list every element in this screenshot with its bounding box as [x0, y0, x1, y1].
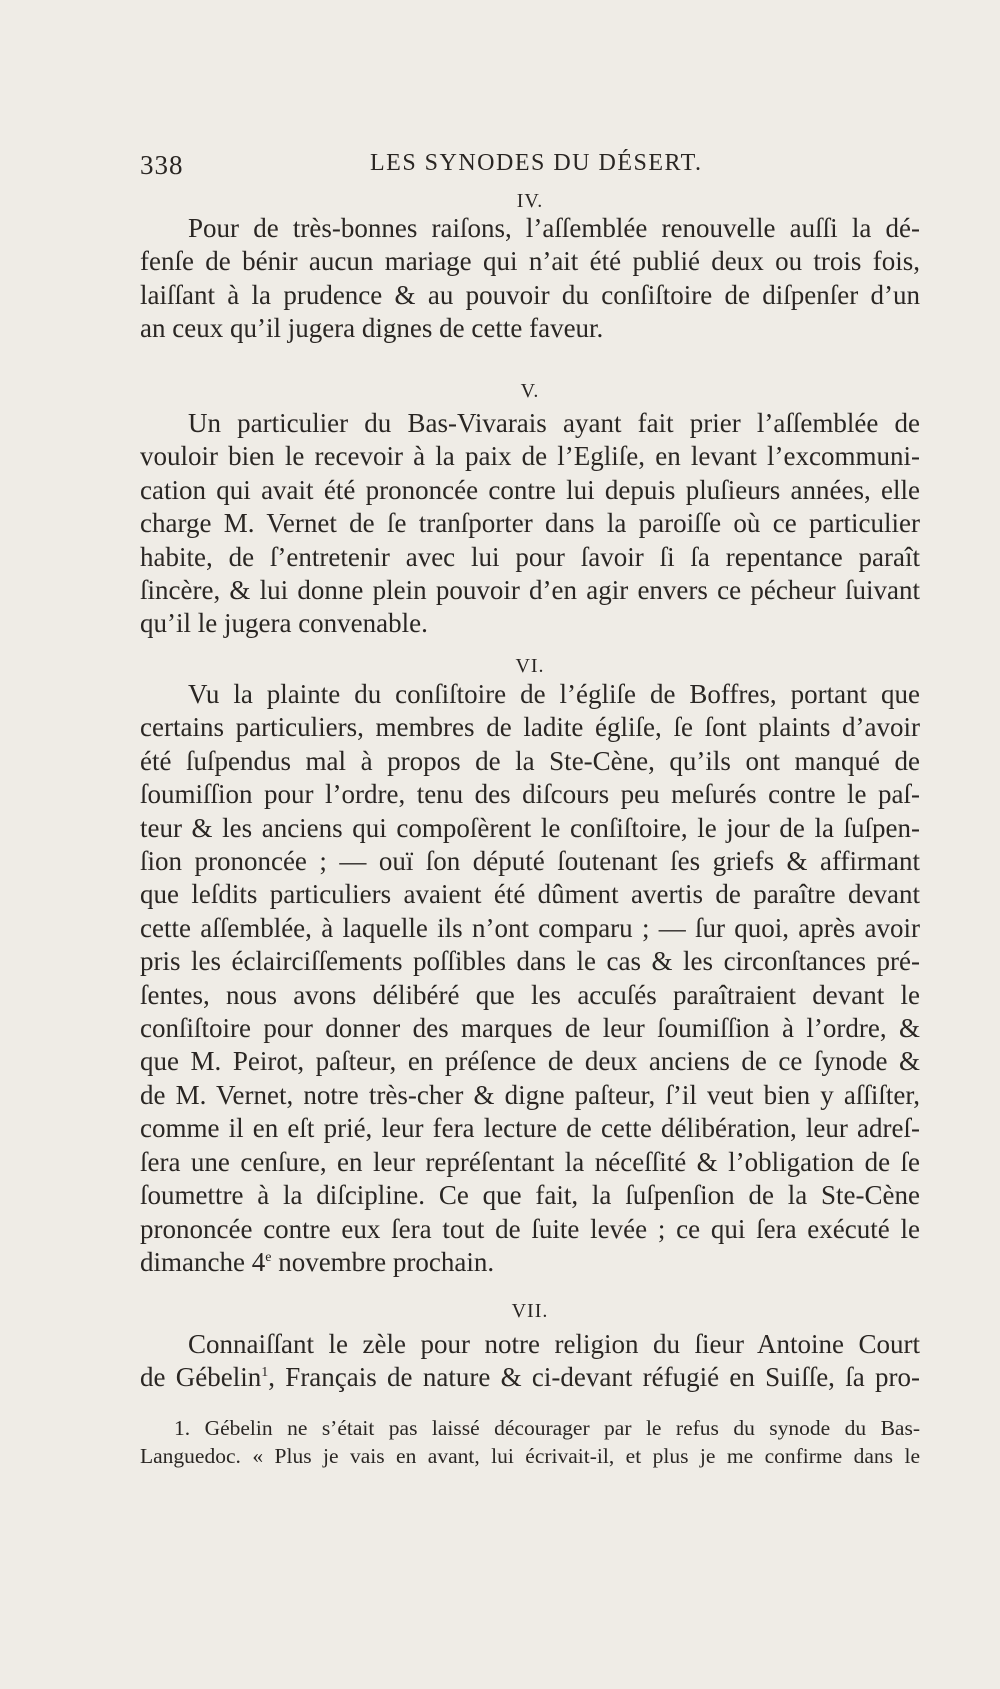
footnote [140, 1414, 920, 1470]
text-line: Vu la plainte du conſiſtoire de l’égliſe de Boffres, portant que [188, 679, 920, 709]
superscript: e [265, 1249, 272, 1265]
text-line: que leſdits particuliers avaient été dûment avertis de paraître devant [140, 879, 920, 910]
text-line: ſoumiſſion pour l’ordre, tenu des diſcours peu meſurés contre le paſ- [140, 779, 920, 810]
page-header [140, 150, 920, 186]
text-line: de M. Vernet, notre très-cher & digne paſteur, ſ’il veut bien y aſſiſter, [140, 1079, 920, 1110]
text-line: certains particuliers, membres de ladite égliſe, ſe ſont plaints d’avoir [140, 712, 920, 743]
section-v-paragraph [140, 407, 920, 641]
section-heading-vi: VI. [515, 655, 545, 677]
text-fragment: , Français de nature & ci-devant réfugié en Suiſſe, ſa pro- [268, 1362, 920, 1393]
footnote-marker: 1 [261, 1365, 269, 1381]
text-fragment: novembre prochain. [271, 1246, 495, 1277]
text-line: Pour de très-bonnes raiſons, l’aſſemblée renouvelle auſſi la dé- [188, 213, 920, 243]
text-line: habite, de ſ’entretenir avec lui pour ſavoir ſi ſa repentance paraît [140, 541, 920, 572]
text-line: ſentes, nous avons délibéré que les accuſés paraîtraient devant le [140, 979, 920, 1010]
section-heading-v: V. [520, 380, 540, 402]
text-line: qu’il le jugera convenable. [140, 608, 428, 639]
section-heading-iv: IV. [516, 190, 544, 212]
text-line: ſoumettre à la diſcipline. Ce que fait, la ſuſpenſion de la Ste-Cène [140, 1180, 920, 1211]
section-vi-paragraph [140, 678, 920, 1279]
text-line: ſera une cenſure, en leur repréſentant la néceſſité & l’obligation de ſe [140, 1146, 920, 1177]
text-line: que M. Peirot, paſteur, en préſence de deux anciens de ce ſynode & [140, 1046, 920, 1077]
text-line: ſion prononcée ; — ouï ſon député ſoutenant ſes griefs & affirmant [140, 846, 920, 877]
text-line: ſincère, & lui donne plein pouvoir d’en agir envers ce pécheur ſuivant [140, 575, 920, 606]
text-line: Connaiſſant le zèle pour notre religion du ſieur Antoine Court [188, 1329, 920, 1359]
text-fragment: de Gébelin [140, 1362, 262, 1393]
text-line: cette aſſemblée, à laquelle ils n’ont comparu ; — ſur quoi, après avoir [140, 912, 920, 943]
text-line: an ceux qu’il jugera dignes de cette faveur. [140, 313, 604, 344]
text-line: vouloir bien le recevoir à la paix de l’Egliſe, en levant l’excommuni- [140, 441, 920, 472]
section-iv-paragraph [140, 212, 920, 346]
text-line: conſiſtoire pour donner des marques de leur ſoumiſſion à l’ordre, & [140, 1013, 920, 1044]
text-line: laiſſant à la prudence & au pouvoir du conſiſtoire de diſpenſer d’un [140, 279, 920, 310]
text-line [140, 1246, 920, 1279]
page-number: 338 [140, 150, 184, 180]
text-line: prononcée contre eux ſera tout de ſuite levée ; ce qui ſera exécuté le [140, 1213, 920, 1244]
text-line: été ſuſpendus mal à propos de la Ste-Cène, qu’ils ont manqué de [140, 745, 920, 776]
footnote-line: Languedoc. « Plus je vais en avant, lui écrivait-il, et plus je me confirme dans le [140, 1444, 920, 1468]
text-line [140, 1361, 920, 1394]
text-fragment: dimanche 4 [140, 1246, 266, 1277]
text-line: Un particulier du Bas-Vivarais ayant fait prier l’aſſemblée de [188, 408, 920, 438]
section-heading-vii: VII. [511, 1300, 549, 1322]
text-line: comme il en eſt prié, leur fera lecture de cette délibération, leur adreſ- [140, 1113, 920, 1144]
text-line: pris les éclairciſſements poſſibles dans le cas & les circonſtances pré- [140, 946, 920, 977]
text-line: teur & les anciens qui compoſèrent le conſiſtoire, le jour de la ſuſpen- [140, 812, 920, 843]
text-line: charge M. Vernet de ſe tranſporter dans la paroiſſe où ce particulier [140, 508, 920, 539]
running-title: LES SYNODES DU DÉSERT. [370, 150, 703, 176]
footnote-line: 1. Gébelin ne s’était pas laissé décourager par le refus du synode du Bas- [174, 1416, 920, 1440]
text-line: fenſe de bénir aucun mariage qui n’ait été publié deux ou trois fois, [140, 246, 920, 277]
text-line: cation qui avait été prononcée contre lui depuis pluſieurs années, elle [140, 474, 920, 505]
section-vii-paragraph [140, 1328, 920, 1395]
